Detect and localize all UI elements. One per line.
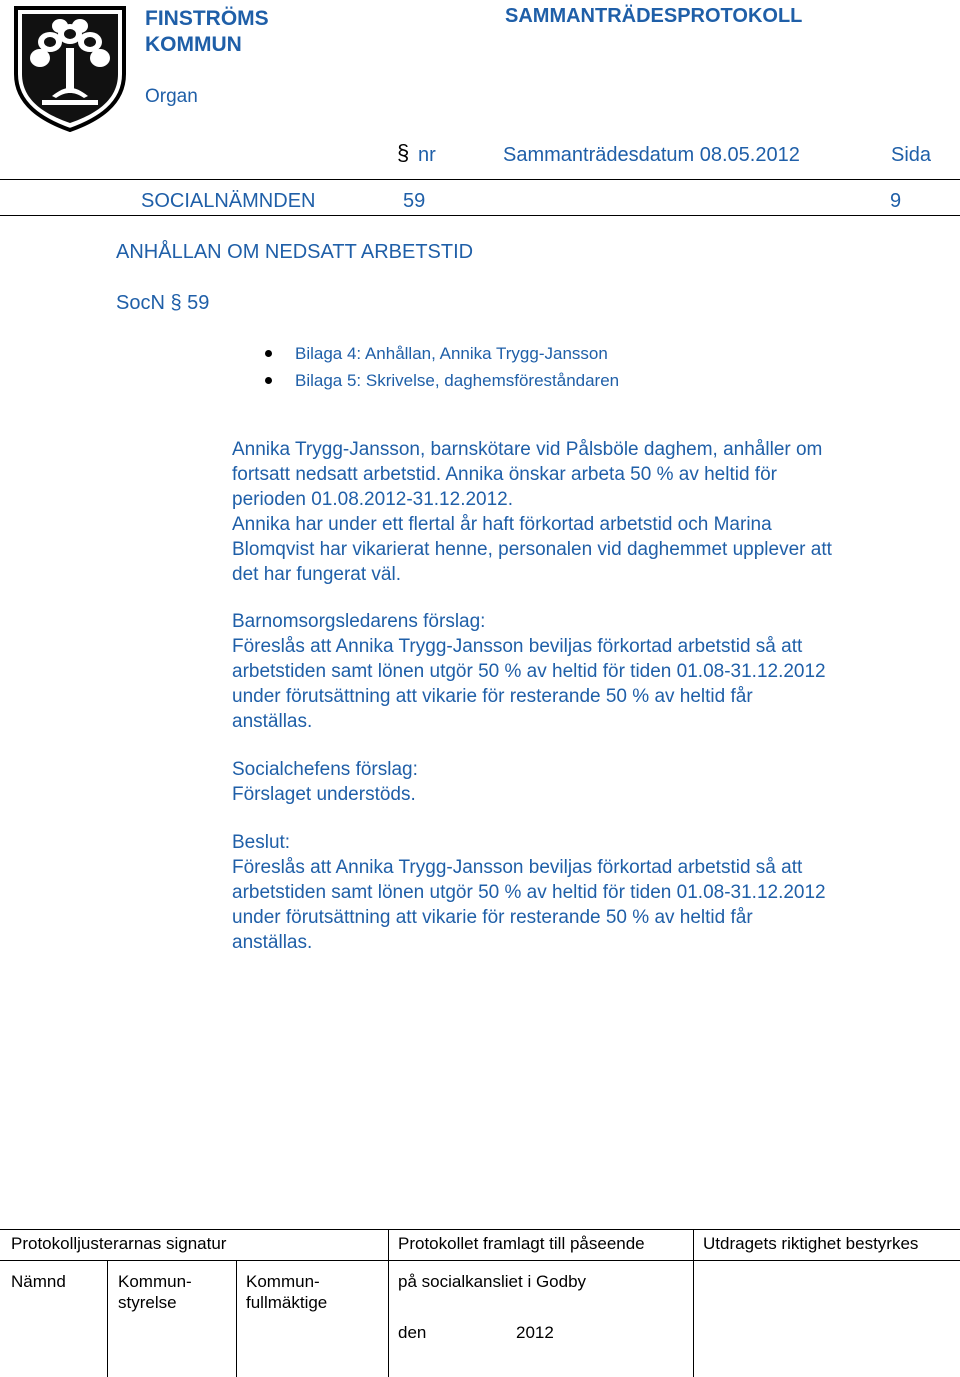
paragraph-line: anställas. <box>232 711 313 732</box>
attachment-text: Bilaga 5: Skrivelse, daghemsföreståndaren <box>295 371 620 390</box>
attachment-text: Bilaga 4: Anhållan, Annika Trygg-Jansson <box>295 344 608 363</box>
paragraph-line: Förslaget understöds. <box>232 784 416 805</box>
paragraph-line: Föreslås att Annika Trygg-Jansson beviljas förkortad arbetstid så att <box>232 857 803 878</box>
paragraph-line: Annika har under ett flertal år haft förkortad arbetstid och Marina <box>232 514 772 535</box>
organ-value: SOCIALNÄMNDEN <box>141 190 316 212</box>
document-type: SAMMANTRÄDESPROTOKOLL <box>505 5 803 27</box>
proposal-section <box>232 609 932 734</box>
paragraph-line: under förutsättning att vikarie för resterande 50 % av heltid får <box>232 907 753 928</box>
council-signature-cell: Kommun- <box>246 1272 320 1291</box>
social-chief-section <box>232 757 932 807</box>
nr-value: 59 <box>403 190 426 212</box>
excerpt-label: Utdragets riktighet bestyrkes <box>703 1234 919 1253</box>
list-item <box>265 367 619 394</box>
paragraph-line: det har fungerat väl. <box>232 564 401 585</box>
paragraph-line: Annika Trygg-Jansson, barnskötare vid Pålsböle daghem, anhåller om <box>232 439 823 460</box>
proposal-label: Barnomsorgsledarens förslag: <box>232 611 486 632</box>
item-reference: SocN § 59 <box>116 292 210 314</box>
page-number: 9 <box>890 190 902 212</box>
posted-den: den <box>398 1323 427 1342</box>
section-symbol: § <box>397 140 410 165</box>
municipality-name: FINSTRÖMS KOMMUN <box>145 7 269 56</box>
posted-label: Protokollet framlagt till påseende <box>398 1234 645 1253</box>
intro-paragraph <box>232 437 932 587</box>
bullet-icon <box>265 377 272 384</box>
organ-row-divider <box>0 215 960 216</box>
footer-column-divider <box>107 1260 108 1377</box>
page-label: Sida <box>891 144 932 166</box>
paragraph-line: fortsatt nedsatt arbetstid. Annika önskar arbeta 50 % av heltid för <box>232 464 777 485</box>
board-signature-cell: Kommun- <box>118 1272 192 1291</box>
list-item <box>265 340 619 367</box>
decision-label: Beslut: <box>232 832 291 853</box>
bullet-icon <box>265 350 272 357</box>
header-divider <box>0 179 960 180</box>
footer-column-divider <box>693 1229 694 1377</box>
decision-section <box>232 830 932 955</box>
item-heading: ANHÅLLAN OM NEDSATT ARBETSTID <box>116 241 474 263</box>
organ-label: Organ <box>145 86 198 107</box>
paragraph-line: arbetstiden samt lönen utgör 50 % av heltid för tiden 01.08-31.12.2012 <box>232 661 826 682</box>
paragraph-line: anställas. <box>232 932 313 953</box>
paragraph-line: Blomqvist har vikarierat henne, personalen vid daghemmet upplever att <box>232 539 832 560</box>
paragraph-line: Föreslås att Annika Trygg-Jansson beviljas förkortad arbetstid så att <box>232 636 803 657</box>
committee-signature-cell: Nämnd <box>11 1272 66 1291</box>
signature-label: Protokolljusterarnas signatur <box>11 1234 227 1253</box>
council-signature-cell-2: fullmäktige <box>246 1293 328 1312</box>
attachment-list <box>265 340 619 394</box>
meeting-date-label: Sammanträdesdatum 08.05.2012 <box>503 144 800 166</box>
posted-place: på socialkansliet i Godby <box>398 1272 587 1291</box>
footer-column-divider <box>388 1229 389 1377</box>
nr-label: nr <box>418 144 436 166</box>
posted-year: 2012 <box>516 1323 554 1342</box>
footer-divider <box>0 1229 960 1230</box>
board-signature-cell-2: styrelse <box>118 1293 177 1312</box>
social-chief-label: Socialchefens förslag: <box>232 759 418 780</box>
paragraph-line: perioden 01.08.2012-31.12.2012. <box>232 489 514 510</box>
paragraph-line: under förutsättning att vikarie för resterande 50 % av heltid får <box>232 686 753 707</box>
coat-of-arms-icon <box>12 4 128 132</box>
footer-divider <box>0 1260 960 1261</box>
paragraph-line: arbetstiden samt lönen utgör 50 % av heltid för tiden 01.08-31.12.2012 <box>232 882 826 903</box>
footer-column-divider <box>236 1260 237 1377</box>
